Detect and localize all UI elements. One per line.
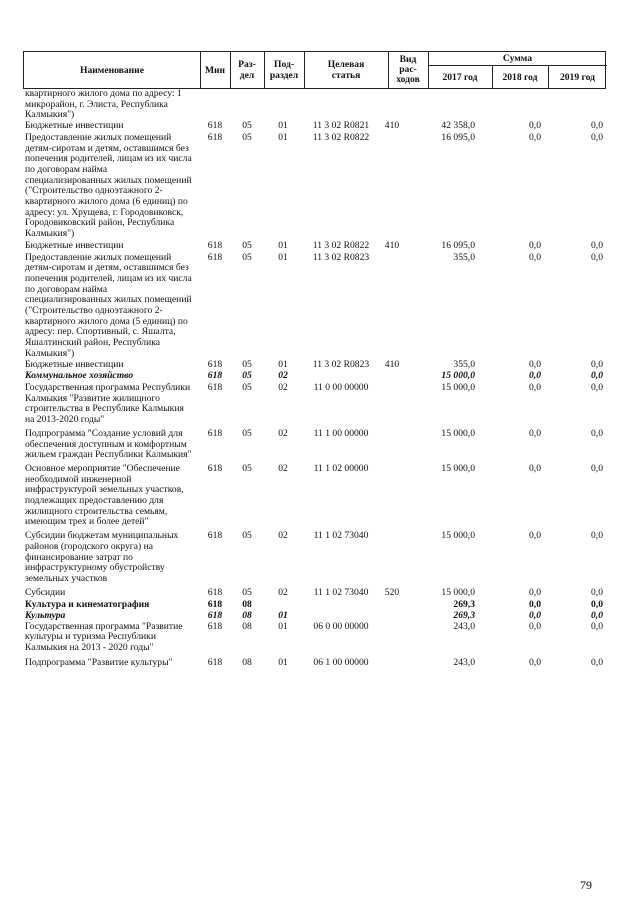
row-target: 11 1 02 00000 xyxy=(313,462,369,474)
row-min: 618 xyxy=(207,427,223,439)
row-name: Бюджетные инвестиции xyxy=(25,358,124,370)
row-sum-2017: 269,3 xyxy=(453,610,475,622)
row-target: 11 3 02 R0823 xyxy=(312,358,370,370)
row-name: Бюджетные инвестиции xyxy=(25,239,124,251)
row-sum-2019: 0,0 xyxy=(591,131,603,143)
row-sum-2017: 243,0 xyxy=(453,656,475,668)
table-row xyxy=(25,121,611,132)
row-podrazdel: 01 xyxy=(278,656,288,668)
table-row xyxy=(25,383,611,426)
row-name: Подпрограмма "Развитие культуры" xyxy=(25,656,173,668)
row-razdel: 05 xyxy=(242,120,252,132)
row-name: Государственная программа Республики Калмыкия "Развитие жилищного строительства в Республике Калмыкия на 2013-2020 годы" xyxy=(25,381,191,426)
row-min: 618 xyxy=(207,381,223,393)
header-name: Наименование xyxy=(80,64,144,76)
row-min: 618 xyxy=(207,610,223,622)
row-sum-2019: 0,0 xyxy=(591,427,603,439)
row-sum-2019: 0,0 xyxy=(591,239,603,251)
table-row xyxy=(25,588,611,599)
row-name: квартирного жилого дома по адресу: 1 микрорайон, г. Элиста, Республика Калмыкия") xyxy=(25,88,182,121)
row-sum-2017: 243,0 xyxy=(453,620,475,632)
row-target: 11 3 02 R0821 xyxy=(312,120,370,132)
row-sum-2018: 0,0 xyxy=(529,239,541,251)
row-name: Культура и кинематография xyxy=(25,599,150,611)
row-min: 618 xyxy=(207,358,223,370)
header-2019: 2019 год xyxy=(559,72,596,83)
row-sum-2017: 42 358,0 xyxy=(441,120,475,132)
row-razdel: 05 xyxy=(242,381,252,393)
row-min: 618 xyxy=(207,530,223,542)
row-min: 618 xyxy=(207,656,223,668)
row-vid: 520 xyxy=(384,586,400,598)
row-podrazdel: 02 xyxy=(278,530,288,542)
table-row xyxy=(25,360,611,371)
row-razdel: 05 xyxy=(242,586,252,598)
row-sum-2018: 0,0 xyxy=(529,610,541,622)
table-row xyxy=(25,89,611,121)
row-razdel: 08 xyxy=(242,620,252,632)
row-sum-2018: 0,0 xyxy=(529,427,541,439)
row-sum-2019: 0,0 xyxy=(591,586,603,598)
row-name: Субсидии бюджетам муниципальных районов (городского округа) на финансирование затрат по инфраструктурному обустройству земельных участков xyxy=(25,530,179,584)
row-razdel: 05 xyxy=(242,239,252,251)
row-sum-2019: 0,0 xyxy=(591,120,603,132)
row-sum-2017: 355,0 xyxy=(453,251,475,263)
table-row xyxy=(25,241,611,252)
table-header xyxy=(23,51,606,89)
row-sum-2018: 0,0 xyxy=(529,656,541,668)
header-2017: 2017 год xyxy=(442,72,478,83)
row-sum-2017: 15 000,0 xyxy=(441,427,475,439)
row-target: 11 3 02 R0823 xyxy=(312,251,370,263)
row-podrazdel: 02 xyxy=(278,427,288,439)
table-body xyxy=(25,89,611,669)
row-sum-2017: 15 000,0 xyxy=(441,586,475,598)
row-sum-2017: 269,3 xyxy=(453,599,475,611)
row-sum-2017: 15 000,0 xyxy=(441,381,475,393)
page-number: 79 xyxy=(580,878,592,892)
row-sum-2019: 0,0 xyxy=(591,610,603,622)
row-name: Субсидии xyxy=(25,586,66,598)
row-min: 618 xyxy=(207,131,223,143)
row-podrazdel: 01 xyxy=(278,120,288,132)
row-sum-2018: 0,0 xyxy=(529,620,541,632)
row-name: Подпрограмма "Создание условий для обеспечения доступным и комфортным жильем граждан Республики Калмыкия" xyxy=(25,427,192,461)
row-min: 618 xyxy=(207,462,223,474)
row-name: Государственная программа "Развитие культуры и туризма Республики Калмыкия на 2013 - 2020 годы" xyxy=(25,620,183,654)
row-podrazdel: 01 xyxy=(278,239,288,251)
row-podrazdel: 01 xyxy=(278,131,288,143)
row-sum-2017: 15 000,0 xyxy=(441,462,475,474)
row-sum-2019: 0,0 xyxy=(591,599,603,611)
row-podrazdel: 02 xyxy=(278,462,288,474)
row-vid: 410 xyxy=(384,239,400,251)
row-target: 11 3 02 R0822 xyxy=(312,239,370,251)
row-razdel: 05 xyxy=(242,370,252,382)
row-vid: 410 xyxy=(384,358,400,370)
row-podrazdel: 01 xyxy=(278,620,288,632)
row-razdel: 05 xyxy=(242,131,252,143)
row-sum-2019: 0,0 xyxy=(591,462,603,474)
row-razdel: 05 xyxy=(242,427,252,439)
row-razdel: 05 xyxy=(242,358,252,370)
row-podrazdel: 01 xyxy=(278,251,288,263)
row-sum-2019: 0,0 xyxy=(591,381,603,393)
row-sum-2019: 0,0 xyxy=(591,620,603,632)
row-min: 618 xyxy=(207,620,223,632)
row-sum-2018: 0,0 xyxy=(529,120,541,132)
row-sum-2017: 16 095,0 xyxy=(441,131,475,143)
header-vid: Вид рас- ходов xyxy=(396,54,420,85)
row-min: 618 xyxy=(207,599,223,611)
row-name: Предоставление жилых помещений детям-сиротам и детям, оставшимся без попечения родителей, лицам из их числа по договорам найма специализированных жилых помещений ("Строительство одноэтажного 2-квартирного жилого дома (5 единиц) по адресу: пер. Спортивный, с. Яшалта, Яшалтинский район, Республика Калмыкия") xyxy=(25,251,192,359)
row-sum-2018: 0,0 xyxy=(529,358,541,370)
row-target: 06 1 00 00000 xyxy=(313,656,369,668)
row-min: 618 xyxy=(207,120,223,132)
row-podrazdel: 01 xyxy=(278,358,288,370)
row-podrazdel: 02 xyxy=(278,370,288,382)
row-razdel: 08 xyxy=(242,599,252,611)
row-target: 11 1 00 00000 xyxy=(313,427,369,439)
row-sum-2019: 0,0 xyxy=(591,358,603,370)
row-min: 618 xyxy=(207,251,223,263)
row-vid: 410 xyxy=(384,120,400,132)
table-row xyxy=(25,622,611,654)
row-name: Коммунальное хозяйство xyxy=(25,370,134,382)
header-min: Мин xyxy=(204,64,226,76)
row-podrazdel: 02 xyxy=(278,381,288,393)
row-razdel: 05 xyxy=(242,530,252,542)
row-sum-2018: 0,0 xyxy=(529,131,541,143)
row-target: 11 0 00 00000 xyxy=(313,381,369,393)
table-row xyxy=(25,253,611,360)
row-podrazdel: 02 xyxy=(278,586,288,598)
row-sum-2018: 0,0 xyxy=(529,251,541,263)
row-sum-2017: 15 000,0 xyxy=(441,530,475,542)
row-target: 11 1 02 73040 xyxy=(313,530,369,542)
row-min: 618 xyxy=(207,370,223,382)
row-name: Предоставление жилых помещений детям-сиротам и детям, оставшимся без попечения родителей, лицам из их числа по договорам найма специализированных жилых помещений ("Строительство одноэтажного 2-квартирного жилого дома (6 единиц) по адресу: ул. Хрущева, г. Городовиковск, Городовиковский район, Республика Калмыкия") xyxy=(25,131,192,240)
row-sum-2018: 0,0 xyxy=(529,370,541,382)
table-row xyxy=(25,371,611,382)
row-min: 618 xyxy=(207,586,223,598)
row-razdel: 05 xyxy=(242,462,252,474)
header-podrazdel: Под- раздел xyxy=(269,59,299,81)
row-sum-2017: 15 000,0 xyxy=(441,370,475,382)
table-row xyxy=(25,464,611,528)
row-name: Культура xyxy=(25,610,66,622)
row-sum-2017: 355,0 xyxy=(453,358,475,370)
row-sum-2018: 0,0 xyxy=(529,599,541,611)
row-sum-2019: 0,0 xyxy=(591,656,603,668)
row-target: 06 0 00 00000 xyxy=(313,620,369,632)
row-sum-2017: 16 095,0 xyxy=(441,239,475,251)
header-target: Целевая статья xyxy=(327,59,365,81)
row-sum-2018: 0,0 xyxy=(529,586,541,598)
row-target: 11 3 02 R0822 xyxy=(312,131,370,143)
row-name: Бюджетные инвестиции xyxy=(25,120,124,132)
row-min: 618 xyxy=(207,239,223,251)
table-row xyxy=(25,133,611,240)
header-razdel: Раз- дел xyxy=(238,59,256,81)
row-target: 11 1 02 73040 xyxy=(313,586,369,598)
row-name: Основное мероприятие "Обеспечение необходимой инженерной инфраструктурой земельных участков, подлежащих предоставлению для жилищного строительства семьям, имеющим трех и более детей" xyxy=(25,462,184,528)
row-sum-2019: 0,0 xyxy=(591,370,603,382)
row-razdel: 08 xyxy=(242,610,252,622)
table-row xyxy=(25,600,611,611)
table-row xyxy=(25,531,611,585)
row-sum-2018: 0,0 xyxy=(529,381,541,393)
row-sum-2018: 0,0 xyxy=(529,462,541,474)
row-podrazdel: 01 xyxy=(278,610,288,622)
header-summa: Сумма xyxy=(502,53,533,64)
row-razdel: 05 xyxy=(242,251,252,263)
table-row xyxy=(25,429,611,461)
table-row xyxy=(25,658,611,669)
row-sum-2019: 0,0 xyxy=(591,530,603,542)
row-sum-2019: 0,0 xyxy=(591,251,603,263)
header-2018: 2018 год xyxy=(502,72,538,83)
row-razdel: 08 xyxy=(242,656,252,668)
row-sum-2018: 0,0 xyxy=(529,530,541,542)
